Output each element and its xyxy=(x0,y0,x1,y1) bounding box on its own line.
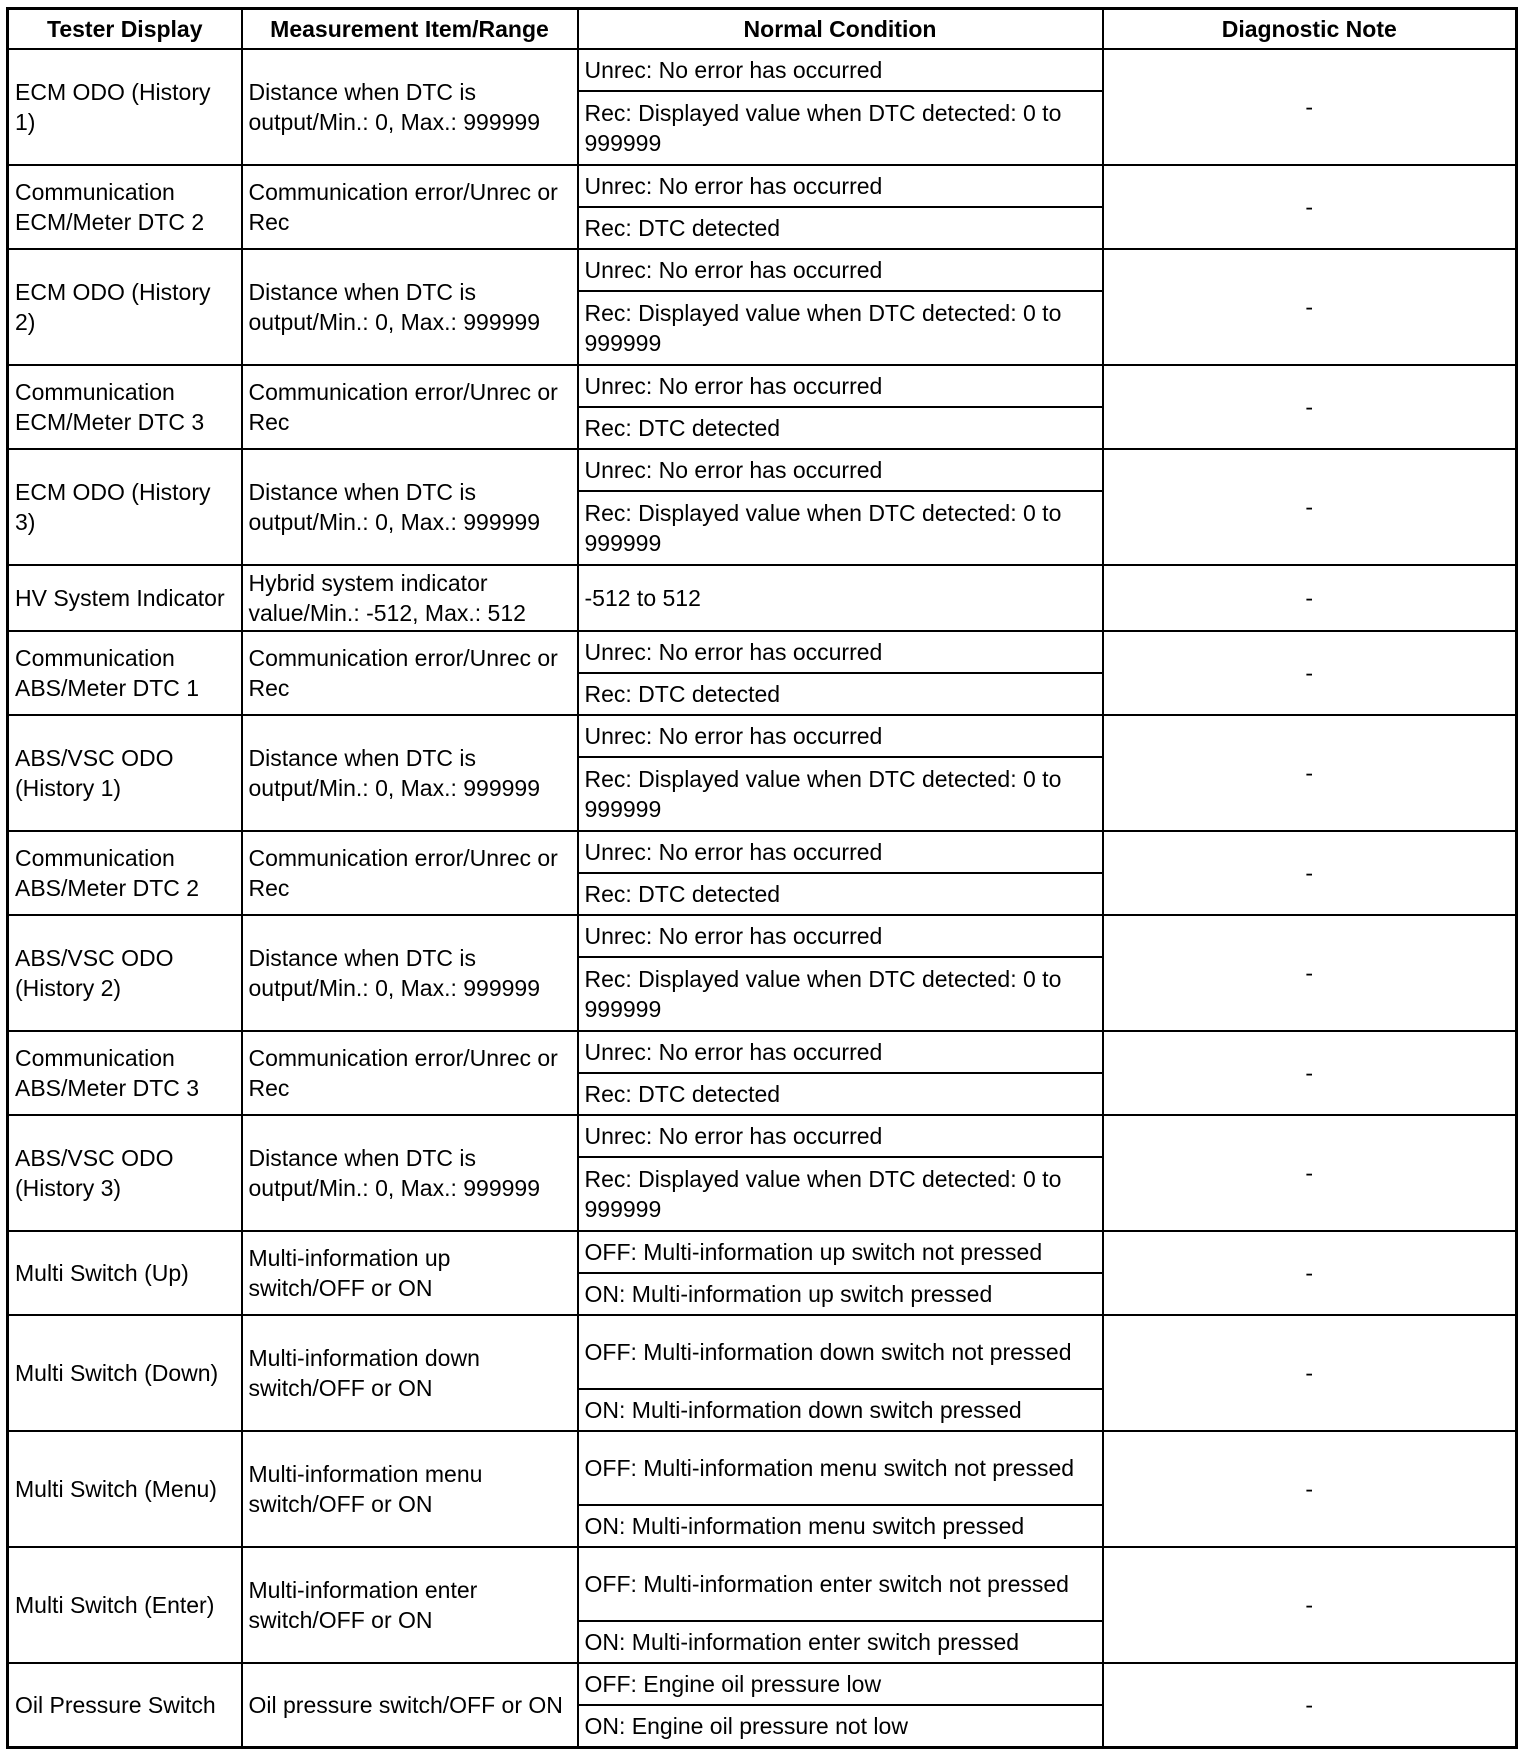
normal-condition-cell: Unrec: No error has occurred xyxy=(578,165,1103,207)
normal-condition-cell: Rec: DTC detected xyxy=(578,873,1103,915)
data-list-table xyxy=(6,7,1518,1749)
tester-display-cell: Multi Switch (Menu) xyxy=(8,1431,242,1547)
tester-display-cell: ECM ODO (History 3) xyxy=(8,449,242,565)
table-row xyxy=(8,565,1517,631)
normal-condition-cell: OFF: Multi-information enter switch not pressed xyxy=(578,1547,1103,1621)
normal-condition-cell: Rec: Displayed value when DTC detected: 0 to 999999 xyxy=(578,757,1103,831)
measurement-cell: Distance when DTC is output/Min.: 0, Max.: 999999 xyxy=(242,249,578,365)
table-row xyxy=(8,1231,1517,1273)
table-row xyxy=(8,915,1517,957)
normal-condition-cell: Unrec: No error has occurred xyxy=(578,449,1103,491)
table-row xyxy=(8,449,1517,491)
diagnostic-note-cell: - xyxy=(1103,449,1517,565)
tester-display-cell: Oil Pressure Switch xyxy=(8,1663,242,1748)
measurement-cell: Oil pressure switch/OFF or ON xyxy=(242,1663,578,1748)
header-normal-condition: Normal Condition xyxy=(578,9,1103,50)
normal-condition-cell: OFF: Multi-information menu switch not pressed xyxy=(578,1431,1103,1505)
measurement-cell: Distance when DTC is output/Min.: 0, Max.: 999999 xyxy=(242,49,578,165)
diagnostic-note-cell: - xyxy=(1103,565,1517,631)
normal-condition-cell: OFF: Engine oil pressure low xyxy=(578,1663,1103,1705)
normal-condition-cell: Rec: Displayed value when DTC detected: 0 to 999999 xyxy=(578,957,1103,1031)
normal-condition-cell: ON: Multi-information menu switch pressed xyxy=(578,1505,1103,1547)
measurement-cell: Distance when DTC is output/Min.: 0, Max.: 999999 xyxy=(242,915,578,1031)
diagnostic-note-cell: - xyxy=(1103,1663,1517,1748)
normal-condition-cell: Unrec: No error has occurred xyxy=(578,1115,1103,1157)
diagnostic-note-cell: - xyxy=(1103,1315,1517,1431)
table-row xyxy=(8,49,1517,91)
normal-condition-cell: Unrec: No error has occurred xyxy=(578,915,1103,957)
header-measurement-item: Measurement Item/Range xyxy=(242,9,578,50)
measurement-cell: Distance when DTC is output/Min.: 0, Max.: 999999 xyxy=(242,715,578,831)
measurement-cell: Multi-information enter switch/OFF or ON xyxy=(242,1547,578,1663)
normal-condition-cell: Unrec: No error has occurred xyxy=(578,365,1103,407)
measurement-cell: Multi-information down switch/OFF or ON xyxy=(242,1315,578,1431)
tester-display-cell: Communication ECM/Meter DTC 3 xyxy=(8,365,242,449)
diagnostic-note-cell: - xyxy=(1103,49,1517,165)
diagnostic-note-cell: - xyxy=(1103,715,1517,831)
table-row xyxy=(8,1115,1517,1157)
measurement-cell: Communication error/Unrec or Rec xyxy=(242,631,578,715)
table-row xyxy=(8,715,1517,757)
table-row xyxy=(8,831,1517,873)
normal-condition-cell: Unrec: No error has occurred xyxy=(578,49,1103,91)
measurement-cell: Communication error/Unrec or Rec xyxy=(242,1031,578,1115)
diagnostic-note-cell: - xyxy=(1103,1031,1517,1115)
measurement-cell: Hybrid system indicator value/Min.: -512, Max.: 512 xyxy=(242,565,578,631)
tester-display-cell: Communication ABS/Meter DTC 3 xyxy=(8,1031,242,1115)
diagnostic-note-cell: - xyxy=(1103,1431,1517,1547)
table-row xyxy=(8,365,1517,407)
normal-condition-cell: ON: Engine oil pressure not low xyxy=(578,1705,1103,1748)
header-diagnostic-note: Diagnostic Note xyxy=(1103,9,1517,50)
measurement-cell: Multi-information menu switch/OFF or ON xyxy=(242,1431,578,1547)
tester-display-cell: ABS/VSC ODO (History 3) xyxy=(8,1115,242,1231)
tester-display-cell: ECM ODO (History 2) xyxy=(8,249,242,365)
tester-display-cell: ECM ODO (History 1) xyxy=(8,49,242,165)
table-row xyxy=(8,1031,1517,1073)
tester-display-cell: HV System Indicator xyxy=(8,565,242,631)
tester-display-cell: Communication ABS/Meter DTC 2 xyxy=(8,831,242,915)
normal-condition-cell: Rec: Displayed value when DTC detected: 0 to 999999 xyxy=(578,291,1103,365)
normal-condition-cell: Rec: DTC detected xyxy=(578,407,1103,449)
table-row xyxy=(8,631,1517,673)
diagnostic-note-cell: - xyxy=(1103,831,1517,915)
diagnostic-note-cell: - xyxy=(1103,249,1517,365)
table-row xyxy=(8,1431,1517,1505)
normal-condition-cell: OFF: Multi-information up switch not pressed xyxy=(578,1231,1103,1273)
normal-condition-cell: Unrec: No error has occurred xyxy=(578,1031,1103,1073)
normal-condition-cell: Unrec: No error has occurred xyxy=(578,249,1103,291)
normal-condition-cell: ON: Multi-information up switch pressed xyxy=(578,1273,1103,1315)
measurement-cell: Communication error/Unrec or Rec xyxy=(242,831,578,915)
normal-condition-cell: Unrec: No error has occurred xyxy=(578,715,1103,757)
normal-condition-cell: ON: Multi-information enter switch pressed xyxy=(578,1621,1103,1663)
normal-condition-cell: Rec: DTC detected xyxy=(578,1073,1103,1115)
normal-condition-cell: -512 to 512 xyxy=(578,565,1103,631)
diagnostic-note-cell: - xyxy=(1103,631,1517,715)
normal-condition-cell: Rec: DTC detected xyxy=(578,673,1103,715)
tester-display-cell: Multi Switch (Enter) xyxy=(8,1547,242,1663)
normal-condition-cell: Rec: Displayed value when DTC detected: 0 to 999999 xyxy=(578,491,1103,565)
diagnostic-note-cell: - xyxy=(1103,365,1517,449)
table-row xyxy=(8,249,1517,291)
diagnostic-note-cell: - xyxy=(1103,915,1517,1031)
measurement-cell: Multi-information up switch/OFF or ON xyxy=(242,1231,578,1315)
table-row xyxy=(8,1547,1517,1621)
diagnostic-note-cell: - xyxy=(1103,1547,1517,1663)
table-row xyxy=(8,165,1517,207)
tester-display-cell: Multi Switch (Up) xyxy=(8,1231,242,1315)
header-tester-display: Tester Display xyxy=(8,9,242,50)
normal-condition-cell: Rec: DTC detected xyxy=(578,207,1103,249)
tester-display-cell: Communication ABS/Meter DTC 1 xyxy=(8,631,242,715)
normal-condition-cell: ON: Multi-information down switch pressed xyxy=(578,1389,1103,1431)
table-body xyxy=(8,49,1517,1748)
measurement-cell: Communication error/Unrec or Rec xyxy=(242,165,578,249)
normal-condition-cell: Unrec: No error has occurred xyxy=(578,631,1103,673)
normal-condition-cell: Rec: Displayed value when DTC detected: 0 to 999999 xyxy=(578,91,1103,165)
tester-display-cell: ABS/VSC ODO (History 1) xyxy=(8,715,242,831)
tester-display-cell: Multi Switch (Down) xyxy=(8,1315,242,1431)
normal-condition-cell: Rec: Displayed value when DTC detected: 0 to 999999 xyxy=(578,1157,1103,1231)
measurement-cell: Communication error/Unrec or Rec xyxy=(242,365,578,449)
diagnostic-note-cell: - xyxy=(1103,1115,1517,1231)
measurement-cell: Distance when DTC is output/Min.: 0, Max.: 999999 xyxy=(242,449,578,565)
diagnostic-note-cell: - xyxy=(1103,1231,1517,1315)
diagnostic-note-cell: - xyxy=(1103,165,1517,249)
header-row xyxy=(8,9,1517,50)
tester-display-cell: Communication ECM/Meter DTC 2 xyxy=(8,165,242,249)
normal-condition-cell: OFF: Multi-information down switch not pressed xyxy=(578,1315,1103,1389)
tester-display-cell: ABS/VSC ODO (History 2) xyxy=(8,915,242,1031)
table-row xyxy=(8,1663,1517,1705)
normal-condition-cell: Unrec: No error has occurred xyxy=(578,831,1103,873)
measurement-cell: Distance when DTC is output/Min.: 0, Max.: 999999 xyxy=(242,1115,578,1231)
table-row xyxy=(8,1315,1517,1389)
